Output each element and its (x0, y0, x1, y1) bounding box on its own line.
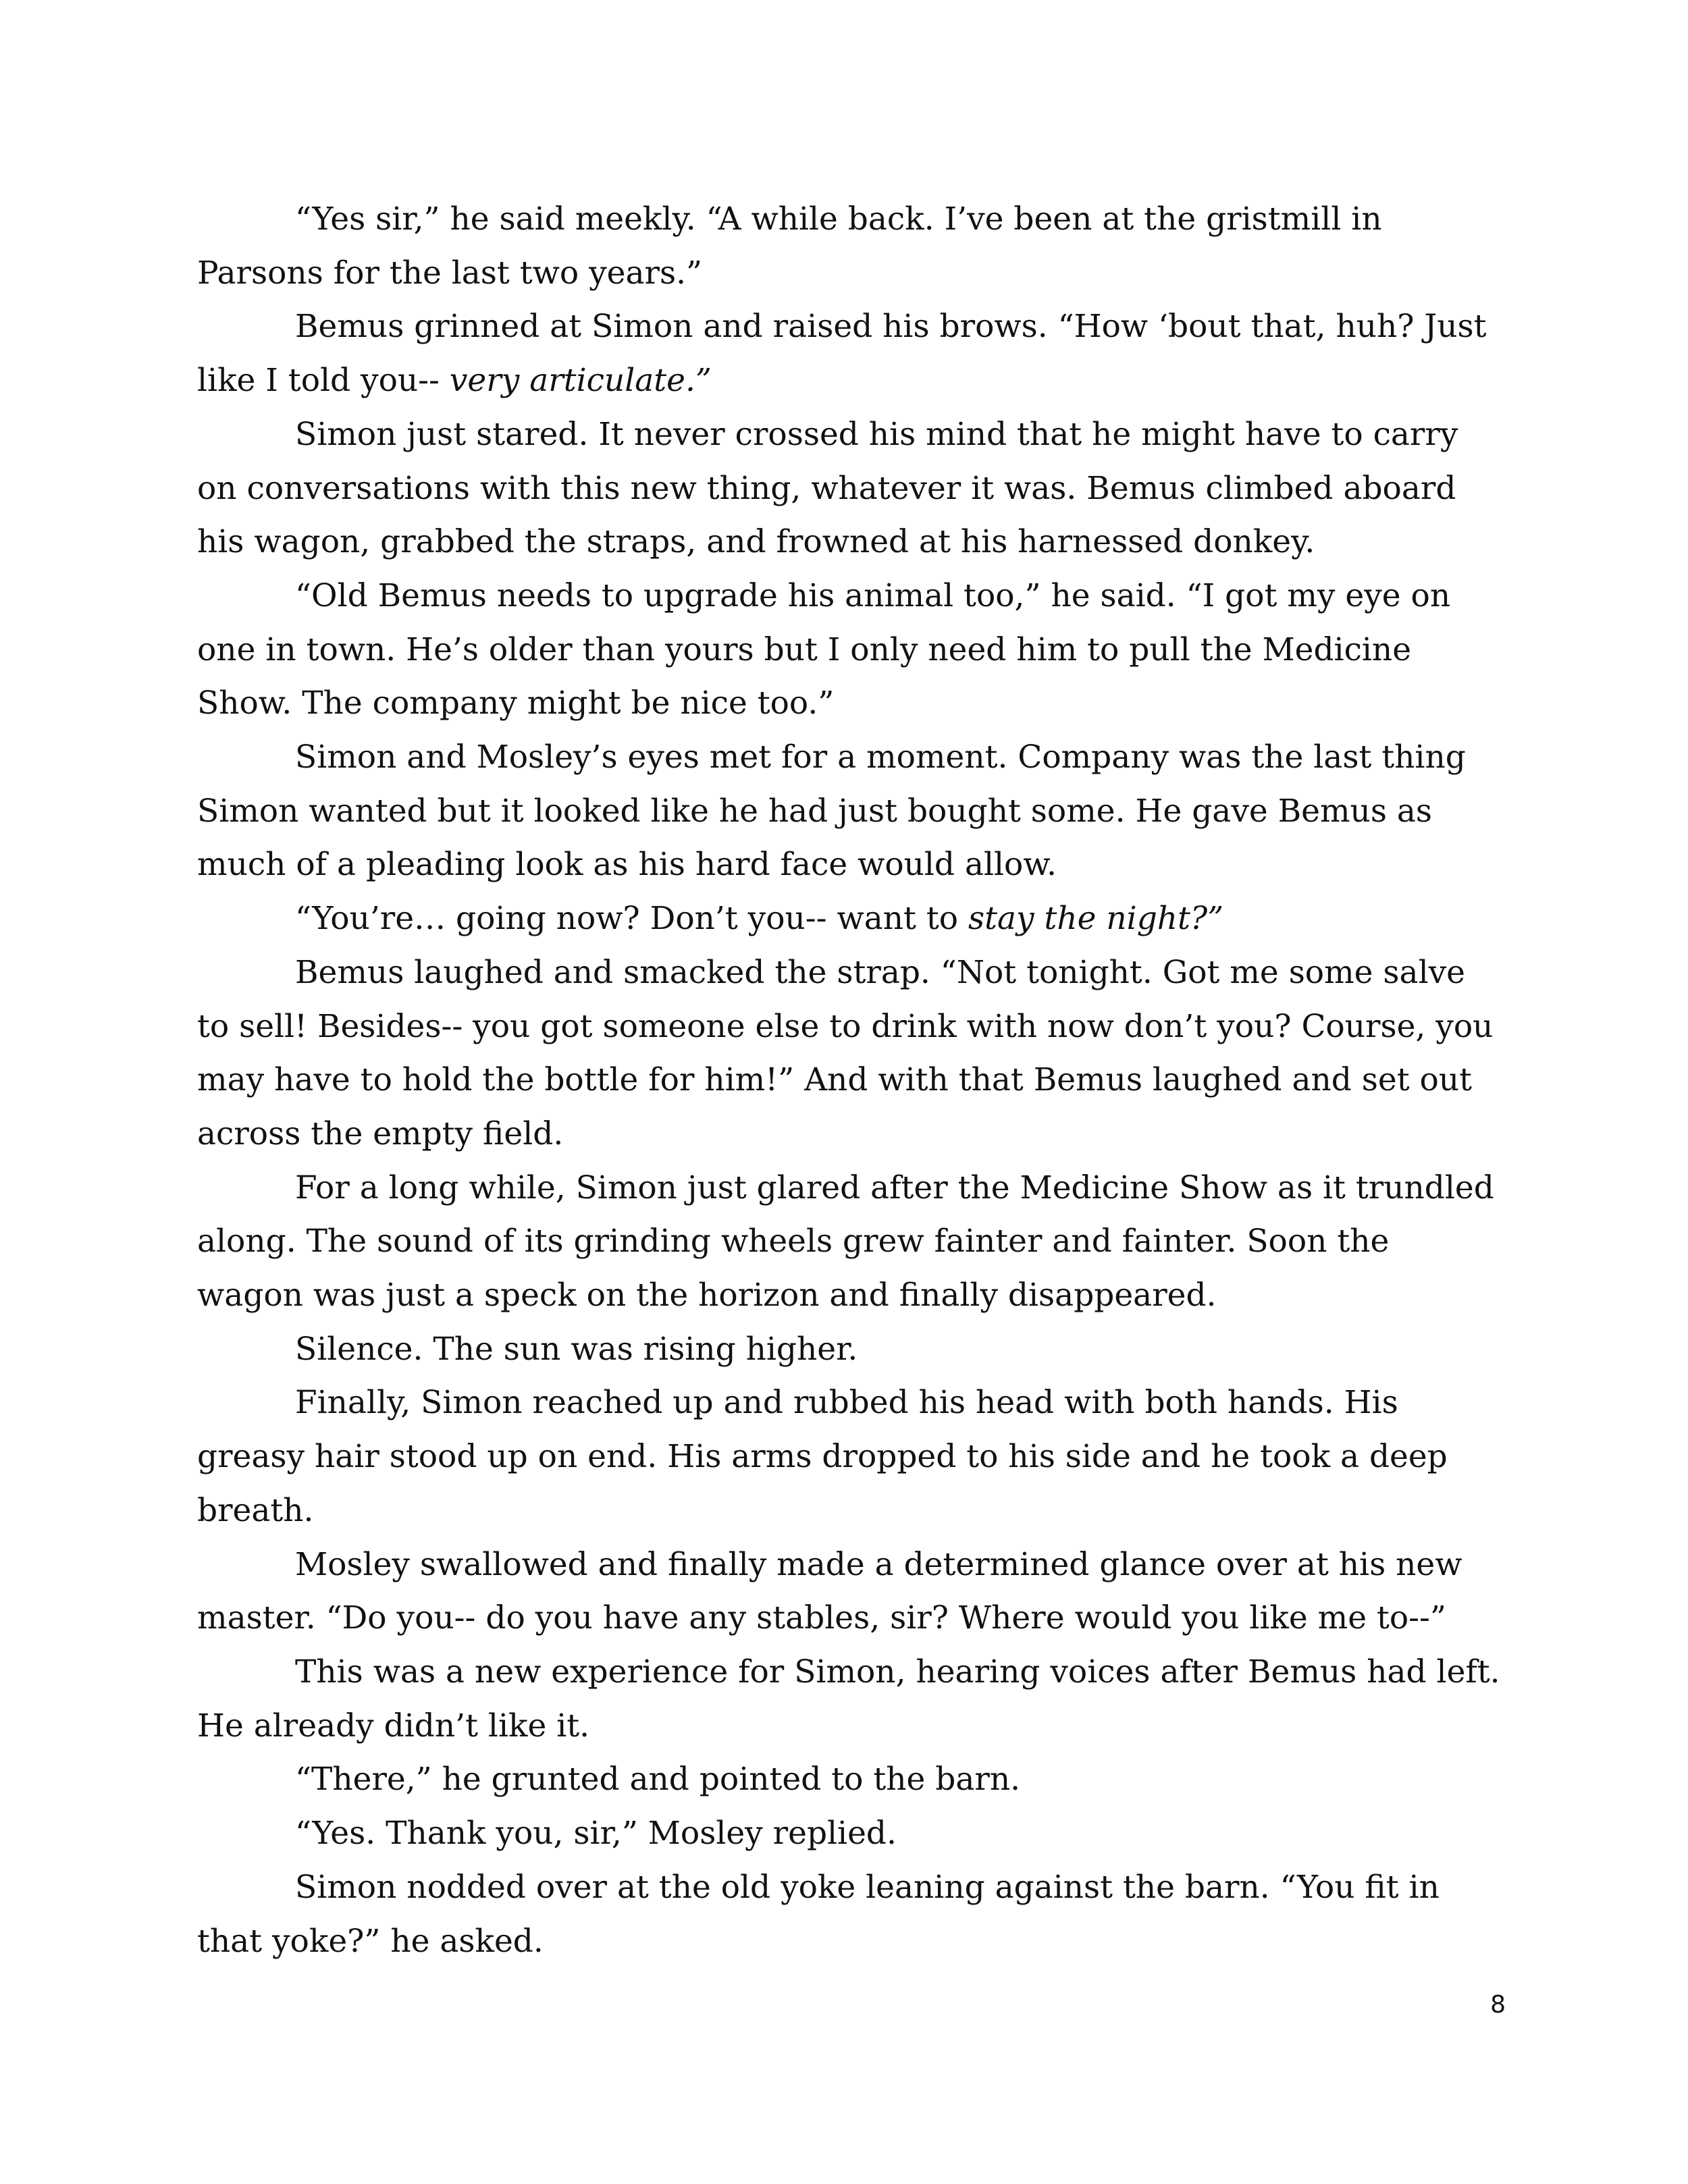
paragraph (197, 1376, 1500, 1537)
paragraph-text: This was a new experience for Simon, hearing voices after Bemus had left. He already didn’t like it. (197, 1653, 1500, 1744)
paragraph-text: Simon just stared. It never crossed his mind that he might have to carry on conversations with this new thing, whatever it was. Bemus climbed aboard his wagon, grabbed the straps, and frowned at his harnessed donkey. (197, 415, 1458, 561)
paragraph (197, 892, 1500, 946)
page-number: 8 (1490, 1991, 1506, 2019)
paragraph (197, 1861, 1500, 1968)
paragraph (197, 1645, 1500, 1753)
paragraph-text: “You’re… going now? Don’t you-- want to (295, 900, 968, 938)
italic-text: very articulate.” (449, 362, 712, 400)
paragraph-text: “Yes. Thank you, sir,” Mosley replied. (295, 1815, 897, 1853)
paragraph-text: Bemus laughed and smacked the strap. “Not tonight. Got me some salve to sell! Besides-- you got someone else to drink with now don’t you? Course, you may have to hold the bottle for him!” And with that Bemus laughed and set out across the empty field. (197, 953, 1494, 1152)
paragraph (197, 569, 1500, 730)
paragraph (197, 300, 1500, 407)
paragraph-text: Silence. The sun was rising higher. (295, 1330, 858, 1368)
paragraph (197, 1323, 1500, 1377)
paragraph (197, 408, 1500, 569)
paragraph-text: Simon and Mosley’s eyes met for a moment. Company was the last thing Simon wanted but it looked like he had just bought some. He gave Bemus as much of a pleading look as his hard face would allow. (197, 739, 1466, 884)
paragraph (197, 1538, 1500, 1645)
paragraph-text: Mosley swallowed and finally made a determined glance over at his new master. “Do you-- do you have any stables, sir? Where would you like me to--” (197, 1545, 1462, 1637)
paragraph-text: “Old Bemus needs to upgrade his animal too,” he said. “I got my eye on one in town. He’s older than yours but I only need him to pull the Medicine Show. The company might be nice too.” (197, 577, 1451, 722)
paragraph-text: Simon nodded over at the old yoke leaning against the barn. “You fit in that yoke?” he asked. (197, 1868, 1440, 1960)
paragraph (197, 192, 1500, 300)
paragraph-text: Finally, Simon reached up and rubbed his head with both hands. His greasy hair stood up on end. His arms dropped to his side and he took a deep breath. (197, 1384, 1448, 1529)
paragraph-text: “Yes sir,” he said meekly. “A while back. I’ve been at the gristmill in Parsons for the last two years.” (197, 201, 1382, 292)
paragraph-text: “There,” he grunted and pointed to the barn. (295, 1761, 1021, 1799)
paragraph-text: For a long while, Simon just glared after the Medicine Show as it trundled along. The sound of its grinding wheels grew fainter and fainter. Soon the wagon was just a speck on the horizon and finally disappeared. (197, 1169, 1494, 1314)
paragraph (197, 946, 1500, 1161)
paragraph (197, 1161, 1500, 1323)
italic-text: stay the night?” (968, 900, 1224, 938)
paragraph-text: Bemus grinned at Simon and raised his brows. “How ‘bout that, huh? Just like I told you-- (197, 308, 1487, 400)
paragraph (197, 1753, 1500, 1807)
paragraph (197, 730, 1500, 892)
body-text (197, 192, 1500, 1968)
paragraph (197, 1807, 1500, 1861)
